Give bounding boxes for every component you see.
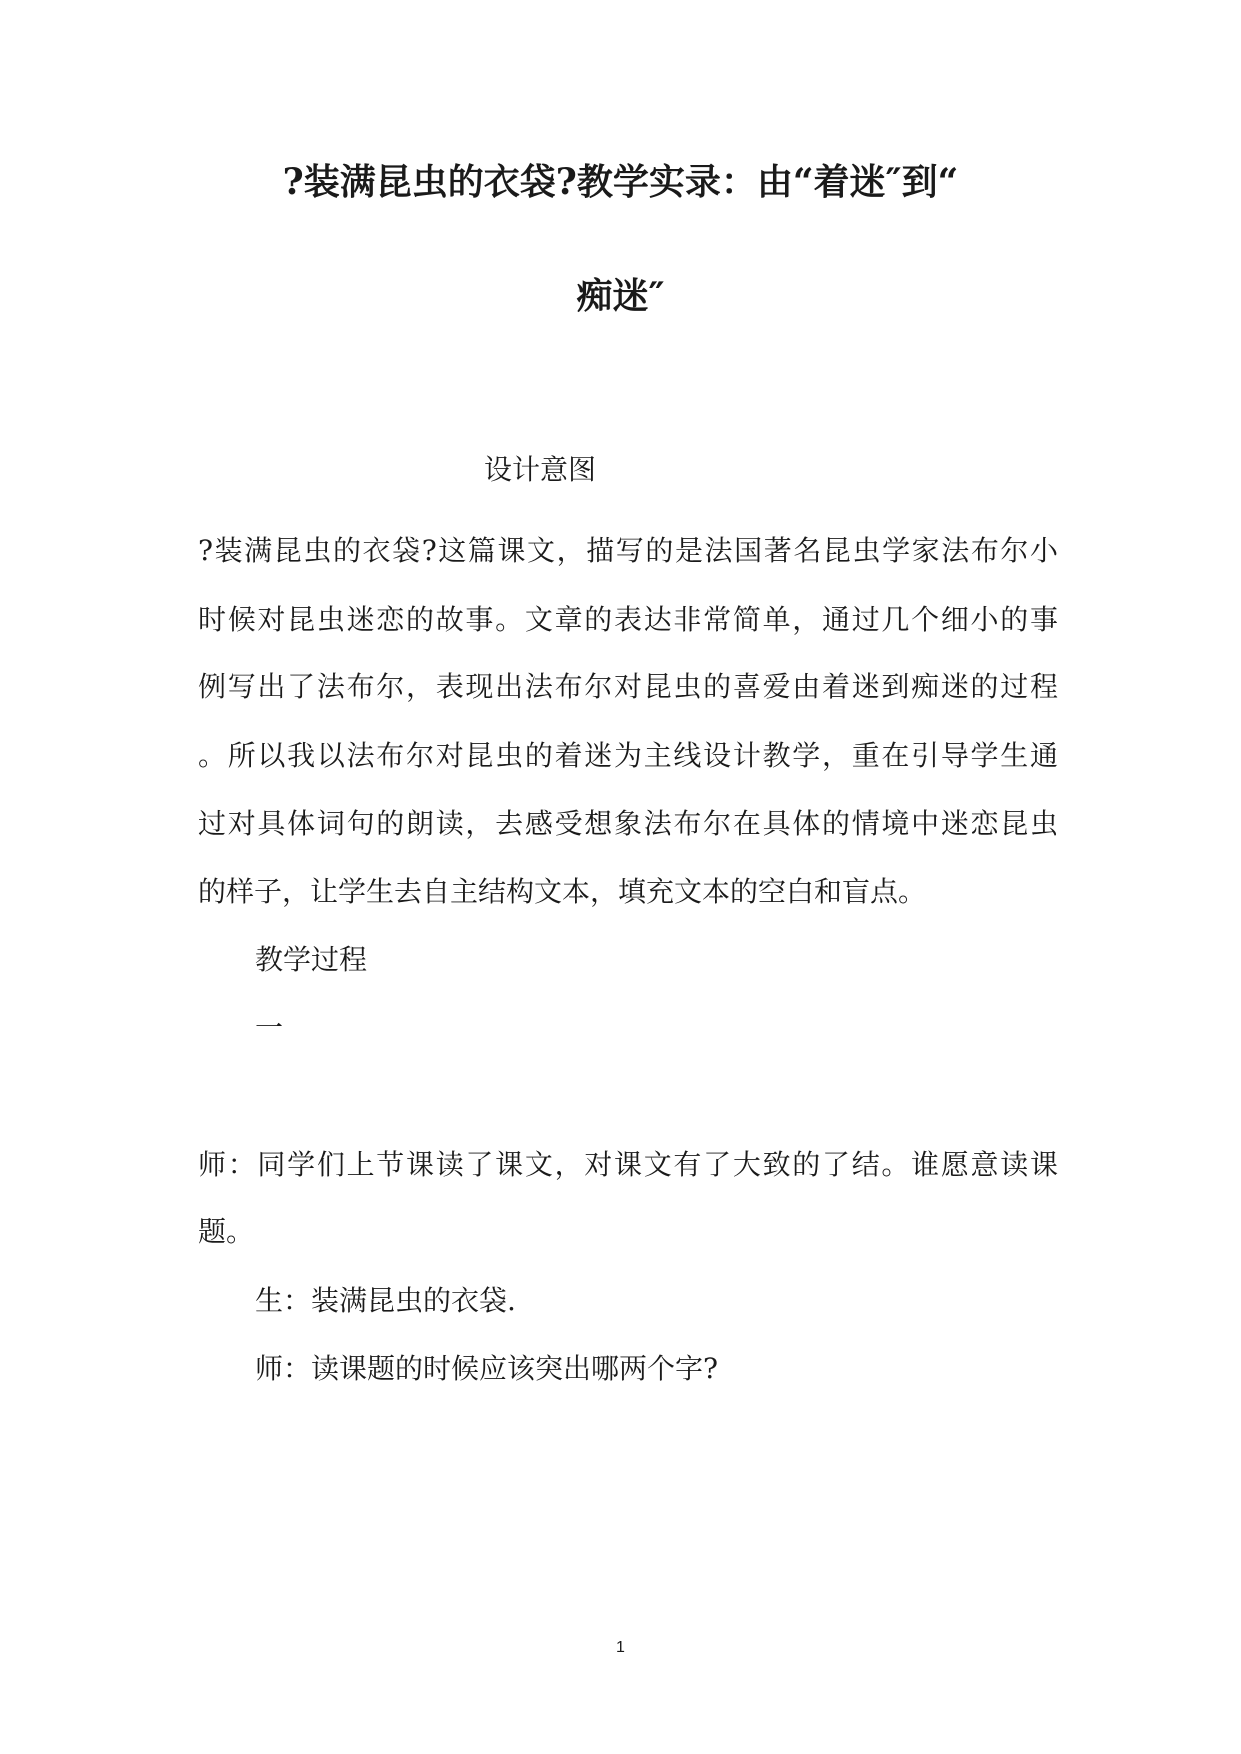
teacher-paragraph-line-1: 师：同学们上节课读了课文，对课文有了大致的了结。谁愿意读课: [198, 1148, 1058, 1181]
intro-paragraph-line-6: 的样子，让学生去自主结构文本，填充文本的空白和盲点。: [198, 875, 927, 908]
section-number: 一: [255, 1011, 284, 1044]
intro-paragraph-line-3: 例写出了法布尔，表现出法布尔对昆虫的喜爱由着迷到痴迷的过程: [198, 670, 1058, 703]
document-title-line-1: ?装满昆虫的衣袋?教学实录：由“着迷″到“: [282, 161, 959, 203]
student-answer-line: 生：装满昆虫的衣袋.: [255, 1284, 516, 1317]
page-number: 1: [616, 1639, 625, 1656]
intro-paragraph-line-5: 过对具体词句的朗读，去感受想象法布尔在具体的情境中迷恋昆虫: [198, 807, 1058, 840]
teacher-paragraph-line-2: 题。: [198, 1215, 255, 1248]
teaching-process-heading: 教学过程: [255, 943, 368, 976]
intro-paragraph-line-1: ?装满昆虫的衣袋?这篇课文，描写的是法国著名昆虫学家法布尔小: [198, 534, 1058, 567]
design-intent-heading: 设计意图: [484, 453, 597, 486]
intro-paragraph-line-2: 时候对昆虫迷恋的故事。文章的表达非常简单，通过几个细小的事: [198, 603, 1058, 636]
teacher-question-line: 师：读课题的时候应该突出哪两个字?: [255, 1352, 719, 1385]
document-title-line-2: 痴迷″: [576, 275, 665, 317]
intro-paragraph-line-4: 。所以我以法布尔对昆虫的着迷为主线设计教学，重在引导学生通: [198, 739, 1058, 772]
